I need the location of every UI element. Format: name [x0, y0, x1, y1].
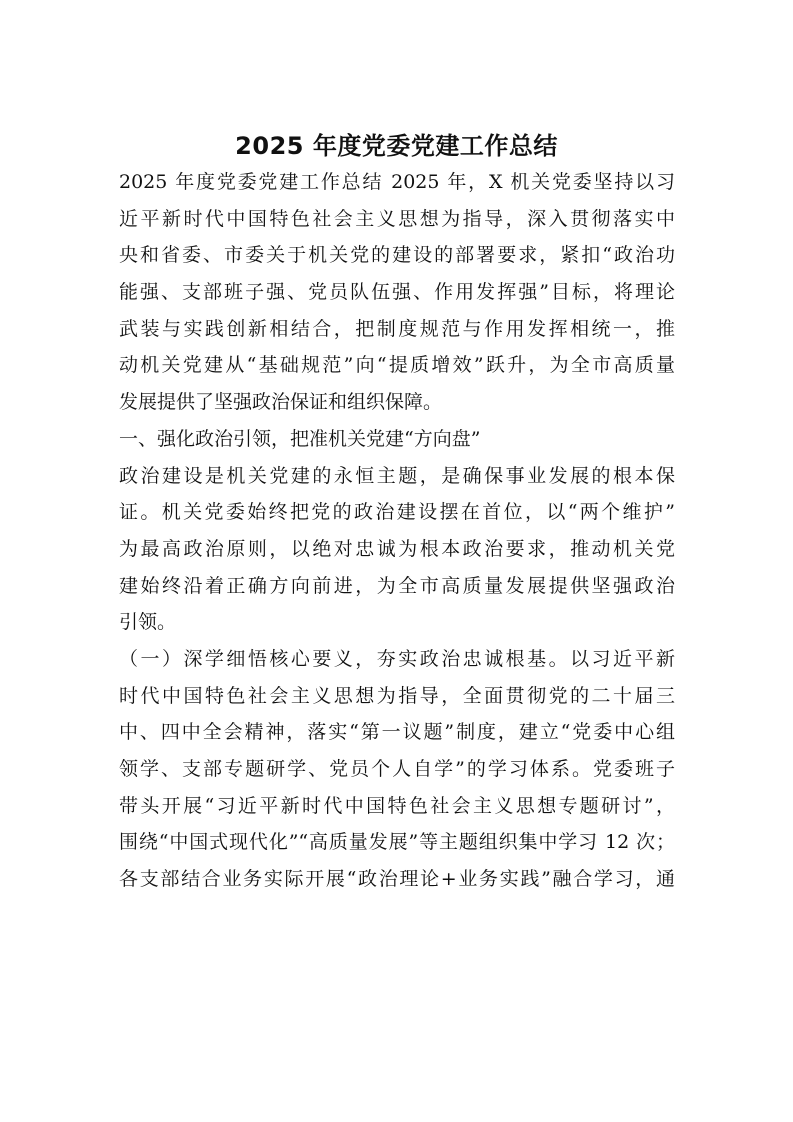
text-line: 带头开展“习近平新时代中国特色社会主义思想专题研讨”， [119, 794, 675, 817]
text-line: 动机关党建从“基础规范”向“提质增效”跃升，为全市高质量 [119, 354, 675, 377]
text-line: 央和省委、市委关于机关党的建设的部署要求，紧扣“政治功 [119, 244, 675, 267]
text-line: 能强、支部班子强、党员队伍强、作用发挥强”目标，将理论 [119, 281, 675, 304]
text-line: 引领。 [119, 611, 177, 634]
text-line: 为最高政治原则，以绝对忠诚为根本政治要求，推动机关党 [119, 537, 675, 560]
document-body [119, 164, 675, 898]
document-title: 2025 年度党委党建工作总结 [235, 132, 558, 160]
text-line: 各支部结合业务实际开展“政治理论+业务实践”融合学习，通 [119, 868, 675, 891]
text-line: 政治建设是机关党建的永恒主题，是确保事业发展的根本保 [119, 464, 675, 487]
text-line: 建始终沿着正确方向前进，为全市高质量发展提供坚强政治 [119, 574, 675, 597]
text-line: 时代中国特色社会主义思想为指导，全面贯彻党的二十届三 [119, 684, 675, 707]
text-line: （一）深学细悟核心要义，夯实政治忠诚根基。以习近平新 [119, 647, 675, 670]
text-line: 围绕“中国式现代化”“高质量发展”等主题组织集中学习 12 次； [119, 831, 675, 854]
text-line: 证。机关党委始终把党的政治建设摆在首位，以“两个维护” [119, 501, 675, 524]
text-line: 武装与实践创新相结合，把制度规范与作用发挥相统一，推 [119, 317, 675, 340]
text-line: 近平新时代中国特色社会主义思想为指导，深入贯彻落实中 [119, 207, 675, 230]
text-line: 2025 年度党委党建工作总结 2025 年，X 机关党委坚持以习 [119, 171, 675, 193]
text-line: 中、四中全会精神，落实“第一议题”制度，建立“党委中心组 [119, 721, 675, 744]
text-line: 发展提供了坚强政治保证和组织保障。 [119, 391, 443, 414]
section-heading: 一、强化政治引领，把准机关党建“方向盘” [119, 427, 481, 450]
text-line: 领学、支部专题研学、党员个人自学”的学习体系。党委班子 [119, 758, 675, 780]
